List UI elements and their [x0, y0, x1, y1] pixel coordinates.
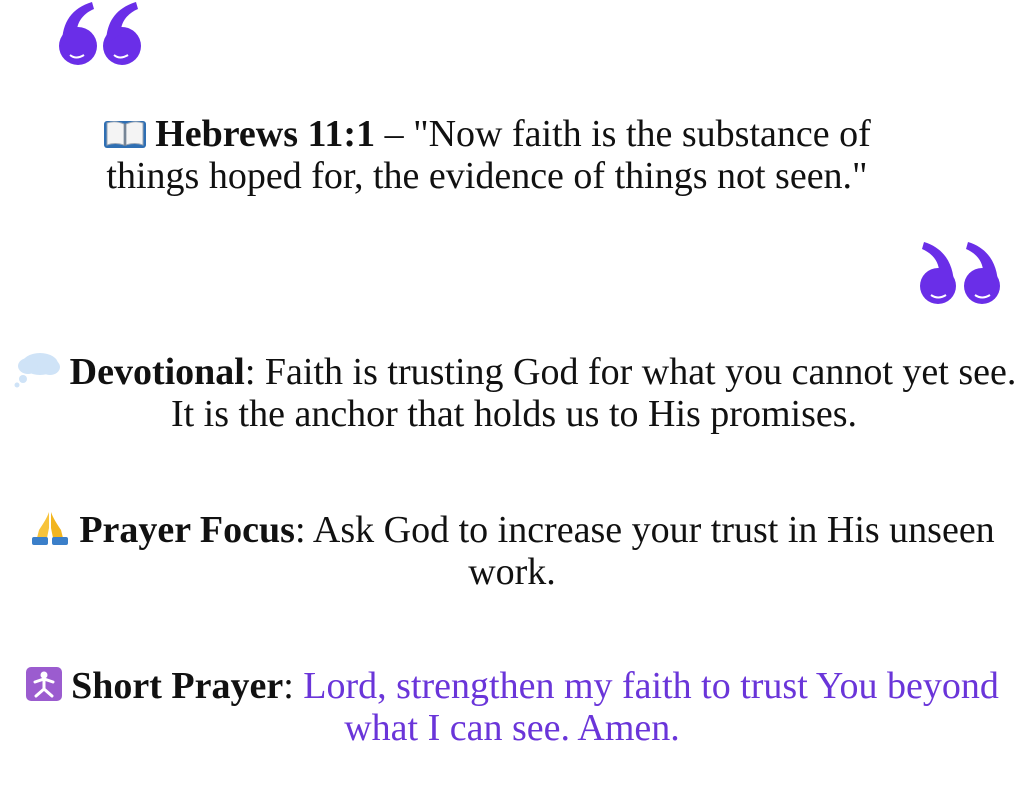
- close-quote-icon: [918, 238, 1004, 306]
- short-prayer-colon: :: [283, 665, 304, 707]
- short-prayer-label: Short Prayer: [71, 665, 284, 707]
- folded-hands-icon: [29, 508, 71, 546]
- person-praying-icon: [25, 666, 63, 702]
- prayer-focus-text: Ask God to increase your trust in His unseen work.: [312, 509, 995, 593]
- devotional-colon: :: [244, 351, 265, 393]
- verse-text: "Now faith is the substance of things hoped for, the evidence of things not seen.": [106, 113, 871, 197]
- prayer-focus-block: [20, 508, 1004, 593]
- verse-separator: –: [375, 113, 414, 155]
- devotional-label: Devotional: [69, 351, 245, 393]
- verse-reference: Hebrews 11:1: [155, 113, 376, 155]
- devotional-block: [4, 350, 1024, 435]
- prayer-focus-label: Prayer Focus: [79, 509, 295, 551]
- thought-bubble-icon: [12, 350, 62, 388]
- open-quote-icon: [56, 0, 146, 70]
- devotional-text: Faith is trusting God for what you cannot yet see. It is the anchor that holds us to His promises.: [170, 351, 1017, 435]
- open-book-icon: [103, 118, 147, 150]
- prayer-focus-colon: :: [294, 509, 313, 551]
- verse-block: [62, 113, 912, 197]
- short-prayer-block: [20, 665, 1004, 749]
- short-prayer-text: Lord, strengthen my faith to trust You beyond what I can see. Amen.: [303, 665, 999, 749]
